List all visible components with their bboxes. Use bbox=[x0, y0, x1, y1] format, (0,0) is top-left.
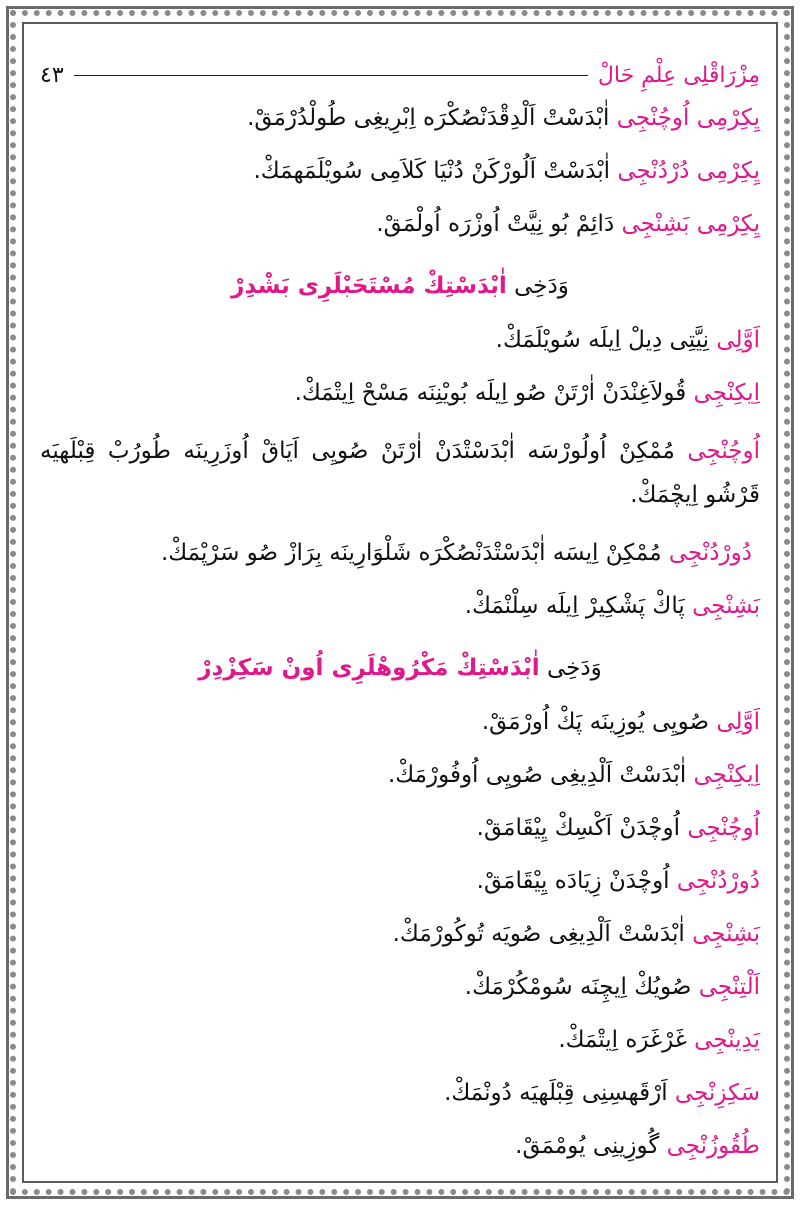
text-line bbox=[40, 536, 760, 570]
text-line bbox=[40, 970, 760, 1004]
line-text: گُوزِينِى يُومْمَقْ. bbox=[515, 1133, 667, 1159]
line-text: پَاكْ پَشْكِيرْ اِيلَه سِلْنْمَكْ. bbox=[464, 593, 693, 619]
line-keyword: يِكِرْمِى دُرْدُنْجِى bbox=[617, 158, 760, 184]
line-text: صُويُكْ اِيچِنَه سُومْكُرْمَكْ. bbox=[464, 974, 699, 1000]
line-text: دَائِمْ بُو نِيَّتْ اُوزْرَه اُولْمَقْ. bbox=[376, 211, 622, 237]
line-keyword: بَشِنْجِى bbox=[692, 593, 760, 619]
running-header bbox=[40, 55, 760, 95]
line-text: اٰبْدَسْتْ اَلْدِيغِى صُويَه تُوكُورْمَكْ. bbox=[392, 921, 693, 947]
line-text: اٰبْدَسْتْ اَلْدِيغِى صُويِى اُوفُورْمَكْ. bbox=[387, 762, 694, 788]
text-line bbox=[40, 154, 760, 188]
line-text: مُمْكِنْ اُولُورْسَه اٰبْدَسْتْدَنْ اٰرْتَنْ صُويِى اَيَاقْ اُوزَرِينَه طُورُبْ قِبْلَهيَه قَرْشُو اِيچْمَكْ. bbox=[40, 438, 760, 508]
line-text: اَرْقَهسِنِى قِبْلَهيَه دُونْمَكْ. bbox=[444, 1080, 675, 1106]
line-keyword: دُورْدُنْجِى bbox=[676, 868, 760, 894]
text-line bbox=[40, 429, 760, 517]
text-line bbox=[40, 1129, 760, 1163]
line-text: صُويِى يُوزِينَه پَكْ اُورْمَقْ. bbox=[481, 709, 717, 735]
running-title: مِزْرَاقْلِى عِلْمِ حَالْ bbox=[597, 62, 760, 88]
line-text: غَرْغَرَه اِيتْمَكْ. bbox=[558, 1027, 695, 1053]
header-rule bbox=[74, 75, 588, 76]
text-line bbox=[40, 207, 760, 241]
page-number: ٤٣ bbox=[40, 62, 64, 88]
text-line bbox=[40, 101, 760, 135]
line-text: مُمْكِنْ اِيسَه اٰبْدَسْتْدَنْصُكْرَه شَلْوَارِينَه بِرَازْ صُو سَرْپْمَكْ. bbox=[160, 540, 669, 566]
line-text: قُولاَغِنْدَنْ اٰرْتَنْ صُو اِيلَه بُويْنِنَه مَسْحْ اِيتْمَكْ. bbox=[294, 380, 694, 406]
section-heading bbox=[40, 269, 760, 303]
text-line bbox=[40, 589, 760, 623]
text-line bbox=[40, 811, 760, 845]
line-keyword: بَشِنْجِى bbox=[692, 921, 760, 947]
line-keyword: يَدِينْجِى bbox=[694, 1027, 760, 1053]
document-page bbox=[40, 55, 760, 1165]
section-heading-title: اٰبْدَسْتِكْ مُسْتَحَبْلَرِى بَشْدِرْ bbox=[231, 273, 507, 299]
line-keyword: اَوَّلِى bbox=[716, 709, 760, 735]
text-line bbox=[40, 1076, 760, 1110]
line-keyword: يِكِرْمِى بَشِنْجِى bbox=[621, 211, 760, 237]
text-line bbox=[40, 864, 760, 898]
section-heading-lead: وَدَخِى bbox=[539, 655, 602, 681]
line-keyword: اِيكِنْجِى bbox=[693, 762, 760, 788]
line-keyword: سَكِزِنْجِى bbox=[674, 1080, 760, 1106]
line-keyword: اُوچُنْجِى bbox=[687, 438, 760, 464]
line-keyword: اَلْتِنْجِى bbox=[698, 974, 760, 1000]
line-text: نِيَّتِى دِيلْ اِيلَه سُويْلَمَكْ. bbox=[495, 327, 717, 353]
line-text: اُوچْدَنْ اَكْسِكْ يِيْقَامَقْ. bbox=[476, 815, 688, 841]
text-line bbox=[40, 376, 760, 410]
line-text: اٰبْدَسْتْ اَلْدِقْدَنْصُكْرَه اِبْرِيغِى طُولْدُرْمَقْ. bbox=[247, 105, 617, 131]
line-keyword: اُوچُنْجِى bbox=[687, 815, 760, 841]
section-heading bbox=[40, 651, 760, 685]
line-keyword: يِكِرْمِى اُوچُنْجِى bbox=[616, 105, 760, 131]
line-keyword: دُورْدُنْجِى bbox=[668, 540, 752, 566]
section-heading-lead: وَدَخِى bbox=[506, 273, 569, 299]
line-text: اٰبْدَسْتْ اَلُورْكَنْ دُنْيَا كَلاَمِى سُويْلَمَهمَكْ. bbox=[253, 158, 618, 184]
line-keyword: اَوَّلِى bbox=[716, 327, 760, 353]
text-line bbox=[40, 758, 760, 792]
text-line bbox=[40, 705, 760, 739]
text-line bbox=[40, 323, 760, 357]
section-heading-title: اٰبْدَسْتِكْ مَكْرُوهْلَرِى اُونْ سَكِزْدِرْ bbox=[198, 655, 540, 681]
text-line bbox=[40, 1023, 760, 1057]
text-line bbox=[40, 917, 760, 951]
line-keyword: طُقُوزُنْجِى bbox=[666, 1133, 760, 1159]
line-text: اُوچْدَنْ زِيَادَه يِيْقَامَقْ. bbox=[476, 868, 677, 894]
line-keyword: اِيكِنْجِى bbox=[693, 380, 760, 406]
